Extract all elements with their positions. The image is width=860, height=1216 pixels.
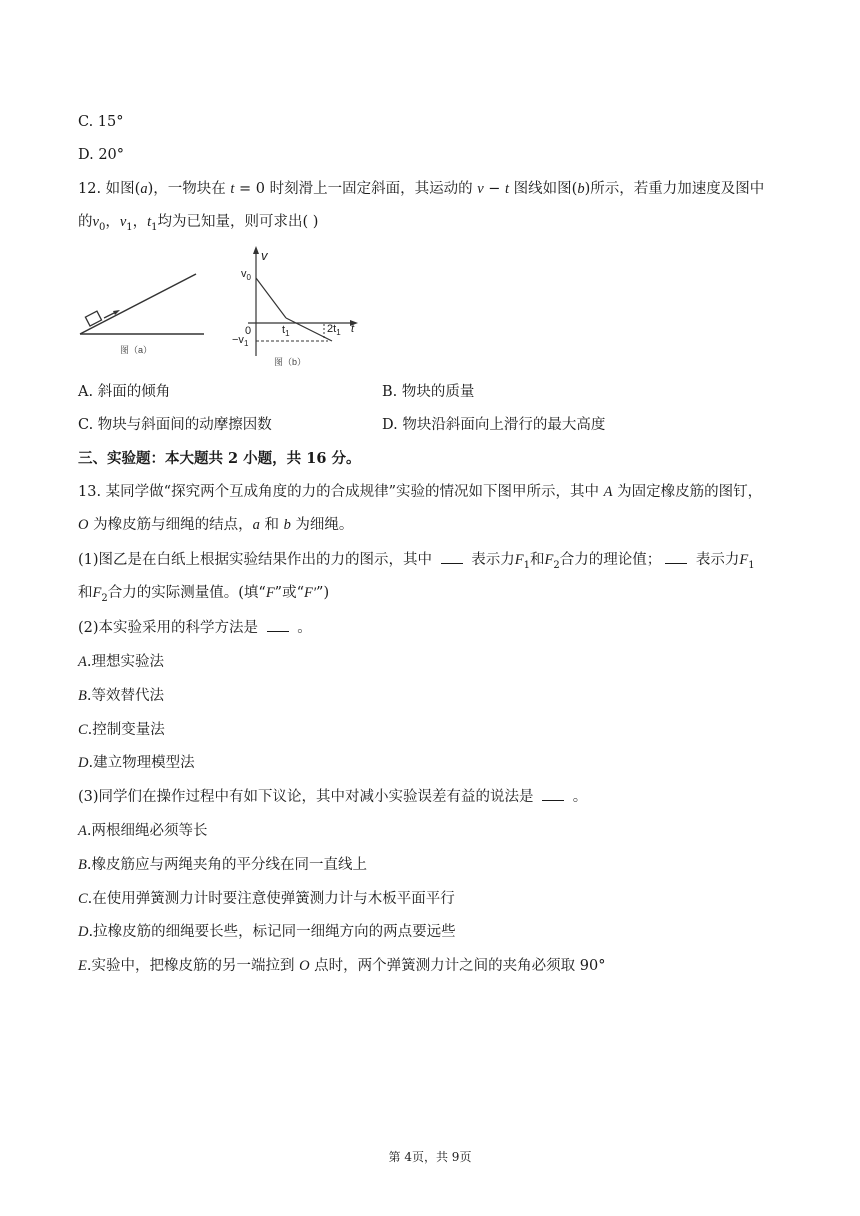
section-3-heading: 三、实验题：本大题共 2 小题，共 16 分。 [78, 450, 361, 467]
page-footer: 第 4页，共 9页 [388, 1150, 472, 1164]
return-segment [286, 318, 332, 341]
answer-blank-1 [441, 551, 463, 564]
option-c-line: C. 15° [78, 114, 124, 130]
q13-part1-line1: (1)图乙是在白纸上根据实验结果作出的力的图示，其中 表示力$F_1$和$F_2$合力的理论值； 表示力$F_1$ [78, 552, 755, 571]
q13-part3: (3)同学们在操作过程中有如下议论，其中对减小实验误差有益的说法是 。 [78, 789, 588, 805]
figure-a-incline [78, 268, 208, 360]
q13-part2-option-c: C.控制变量法 [78, 722, 165, 738]
figure-b-caption: 图（b） [274, 357, 307, 367]
v0-label: $v_0$ [241, 268, 251, 282]
q12-stem-line2: 的$v_0$，$v_1$，$t_1$均为已知量，则可求出( ) [78, 214, 319, 233]
t-axis-label: t [351, 323, 355, 335]
answer-blank-2 [665, 551, 687, 564]
option-d-line: D. 20° [78, 147, 125, 163]
incline-line [80, 274, 196, 334]
neg-v1-label: $-v_1$ [232, 334, 249, 348]
q13-part3-option-d: D.拉橡皮筋的细绳要长些，标记同一细绳方向的两点要远些 [78, 924, 456, 940]
q13-part2-option-d: D.建立物理模型法 [78, 755, 195, 771]
two-t1-label: $2t_1$ [327, 323, 341, 337]
q13-part3-option-c: C.在使用弹簧测力计时要注意使弹簧测力计与木板平面平行 [78, 891, 455, 907]
t1-label: $t_1$ [282, 324, 290, 338]
origin-label: 0 [245, 325, 252, 337]
decel-segment [256, 278, 286, 318]
q12-option-c: C. 物块与斜面间的动摩擦因数 [78, 417, 272, 433]
q12-option-d: D. 物块沿斜面向上滑行的最大高度 [382, 417, 606, 433]
answer-blank-3 [267, 619, 289, 632]
q13-stem-line1: 13. 某同学做“探究两个互成角度的力的合成规律”实验的情况如下图甲所示，其中 A 为固定橡皮筋的图钉， [78, 484, 763, 500]
figure-a-caption: 图（a） [120, 345, 153, 355]
q13-part3-option-a: A.两根细绳必须等长 [78, 823, 208, 839]
q13-part3-option-b: B.橡皮筋应与两绳夹角的平分线在同一直线上 [78, 857, 367, 873]
figure-b-vt-graph [228, 244, 363, 370]
q12-option-a: A. 斜面的倾角 [78, 384, 171, 400]
q13-part1-line2: 和$F_2$合力的实际测量值。(填“F”或“F′”) [78, 585, 330, 604]
q13-part2-option-b: B.等效替代法 [78, 688, 164, 704]
answer-blank-4 [542, 788, 564, 801]
q12-stem-line1: 12. 如图(a)，一物块在 t = 0 时刻滑上一固定斜面，其运动的 v − t 图线如图(b)所示，若重力加速度及图中 [78, 181, 765, 197]
q13-part2-option-a: A.理想实验法 [78, 654, 164, 670]
q13-part2: (2)本实验采用的科学方法是 。 [78, 620, 312, 636]
q13-stem-line2: O 为橡皮筋与细绳的结点，a 和 b 为细绳。 [78, 517, 354, 533]
v-axis-label: v [261, 248, 268, 263]
q12-option-b: B. 物块的质量 [382, 384, 475, 400]
q13-part3-option-e: E.实验中，把橡皮筋的另一端拉到 O 点时，两个弹簧测力计之间的夹角必须取 90° [78, 958, 606, 974]
